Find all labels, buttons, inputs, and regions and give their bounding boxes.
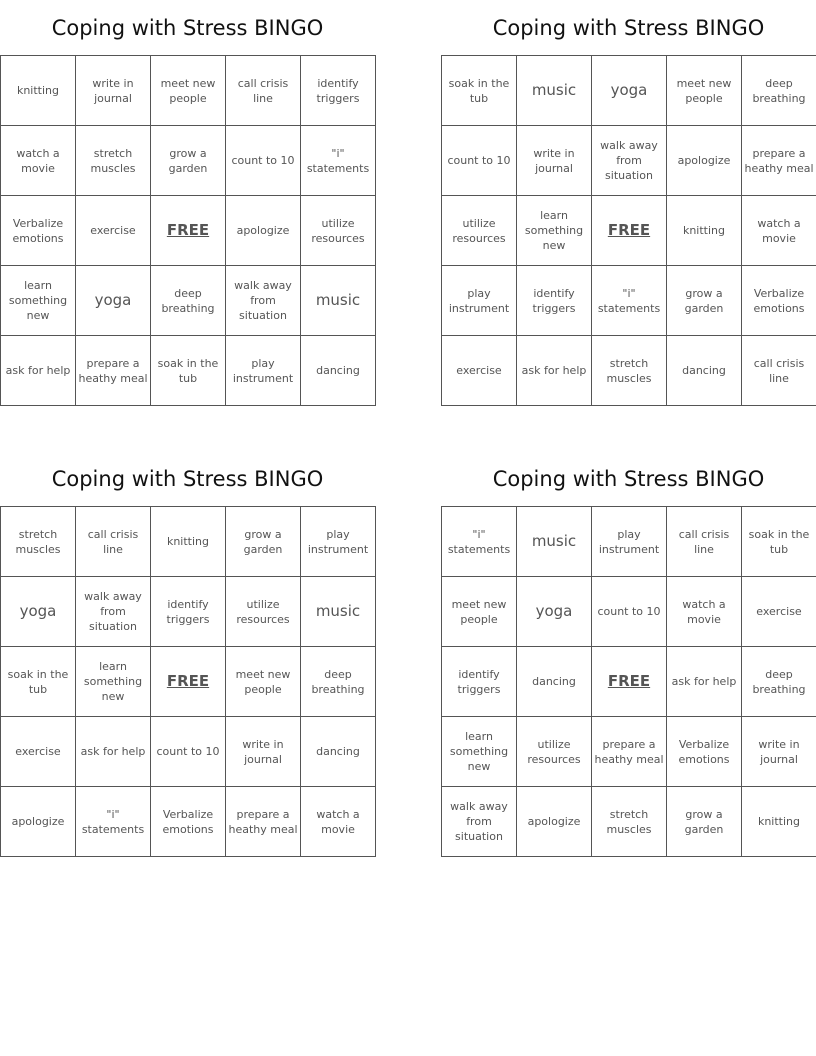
bingo-cell-label: walk away from situation [600, 139, 658, 182]
bingo-cell [1, 647, 76, 717]
bingo-cell [592, 507, 667, 577]
bingo-cell-label: exercise [456, 364, 502, 377]
bingo-cell-label: call crisis line [678, 527, 730, 556]
bingo-cell [1, 507, 76, 577]
bingo-cell [1, 126, 76, 196]
bingo-cell-label: prepare a heathy meal [228, 807, 298, 836]
bingo-cell [667, 196, 742, 266]
bingo-cell [1, 336, 76, 406]
bingo-cell [667, 647, 742, 717]
bingo-row [442, 336, 816, 406]
bingo-cell-label: yoga [94, 291, 132, 309]
bingo-cell-label: apologize [677, 154, 731, 167]
bingo-cell [76, 266, 151, 336]
bingo-row [442, 647, 816, 717]
bingo-cell-label: count to 10 [231, 154, 295, 167]
bingo-cell [76, 126, 151, 196]
bingo-cell [517, 126, 592, 196]
bingo-cell-label: write in journal [92, 76, 134, 105]
bingo-cell [76, 507, 151, 577]
bingo-cell-label: meet new people [160, 76, 216, 105]
bingo-row [442, 126, 816, 196]
bingo-cell-label: watch a movie [682, 597, 726, 626]
bingo-cell [517, 56, 592, 126]
bingo-cell [226, 577, 301, 647]
bingo-cell [592, 56, 667, 126]
bingo-cell-label: deep breathing [752, 667, 806, 696]
bingo-cell-label: utilize resources [452, 216, 506, 245]
bingo-cell [76, 577, 151, 647]
bingo-cell-label: soak in the tub [7, 667, 69, 696]
bingo-cell-label: grow a garden [684, 807, 724, 836]
bingo-cell [592, 126, 667, 196]
bingo-cell-label: deep breathing [752, 76, 806, 105]
bingo-row [1, 196, 376, 266]
bingo-cell [517, 336, 592, 406]
bingo-cell [742, 507, 816, 577]
bingo-grid [0, 506, 376, 857]
bingo-cell-label: FREE [607, 672, 651, 690]
bingo-cell-label: music [531, 532, 577, 550]
bingo-cell [517, 577, 592, 647]
bingo-cell-label: call crisis line [87, 527, 139, 556]
bingo-cell-label: exercise [15, 745, 61, 758]
bingo-cell-label: FREE [607, 221, 651, 239]
bingo-cell-label: soak in the tub [748, 527, 810, 556]
bingo-row [1, 787, 376, 857]
bingo-card-2 [441, 0, 816, 406]
bingo-cell [1, 787, 76, 857]
bingo-card-1 [0, 0, 375, 406]
bingo-cell-label: dancing [316, 364, 360, 377]
bingo-cell [667, 266, 742, 336]
bingo-row [1, 126, 376, 196]
bingo-cell-label: identify triggers [457, 667, 501, 696]
bingo-cell [76, 56, 151, 126]
bingo-cell-label: soak in the tub [157, 356, 219, 385]
bingo-cell [442, 56, 517, 126]
bingo-cell-label: stretch muscles [606, 356, 652, 385]
bingo-cell-label: call crisis line [753, 356, 805, 385]
bingo-cell [742, 126, 816, 196]
bingo-cell-label: utilize resources [527, 737, 581, 766]
bingo-cell [742, 787, 816, 857]
bingo-cell-label: play instrument [307, 527, 369, 556]
bingo-cell [742, 717, 816, 787]
bingo-cell [301, 717, 376, 787]
bingo-cell-label: walk away from situation [84, 590, 142, 633]
bingo-cell-label: ask for help [671, 675, 737, 688]
bingo-card-4 [441, 451, 816, 857]
bingo-cell [301, 787, 376, 857]
bingo-cell-label: Verbalize emotions [753, 286, 805, 315]
bingo-cell-label: identify triggers [166, 597, 210, 626]
bingo-cell [592, 336, 667, 406]
bingo-cell [301, 647, 376, 717]
bingo-row [442, 717, 816, 787]
bingo-cell-label: stretch muscles [90, 146, 136, 175]
bingo-row [442, 196, 816, 266]
bingo-cell [226, 336, 301, 406]
bingo-cell-label: dancing [532, 675, 576, 688]
bingo-cell-label: knitting [757, 815, 801, 828]
bingo-cell-label: write in journal [758, 737, 800, 766]
bingo-cell [151, 336, 226, 406]
bingo-cell [592, 787, 667, 857]
bingo-cell-label: meet new people [676, 76, 732, 105]
bingo-cell [151, 787, 226, 857]
bingo-cell-label: music [315, 602, 361, 620]
bingo-row [442, 787, 816, 857]
bingo-cell-label: grow a garden [684, 286, 724, 315]
bingo-cell [301, 126, 376, 196]
bingo-cell-label: knitting [16, 84, 60, 97]
bingo-row [442, 577, 816, 647]
bingo-cell [301, 266, 376, 336]
bingo-cell [151, 507, 226, 577]
bingo-cell-label: prepare a heathy meal [78, 356, 148, 385]
bingo-cell [742, 336, 816, 406]
bingo-cell [592, 266, 667, 336]
bingo-cell [301, 336, 376, 406]
bingo-cell-label: count to 10 [156, 745, 220, 758]
bingo-cell-label: "i" statements [306, 146, 370, 175]
bingo-cell-label: count to 10 [447, 154, 511, 167]
bingo-row [1, 507, 376, 577]
bingo-cell [517, 266, 592, 336]
bingo-cell-label: identify triggers [316, 76, 360, 105]
bingo-cell-label: dancing [316, 745, 360, 758]
bingo-cell [1, 196, 76, 266]
bingo-cell-label: learn something new [83, 660, 143, 703]
bingo-row [1, 577, 376, 647]
bingo-cell-label: Verbalize emotions [678, 737, 730, 766]
bingo-cell-label: apologize [236, 224, 290, 237]
bingo-card-3 [0, 451, 375, 857]
bingo-cell [742, 196, 816, 266]
bingo-cell [667, 56, 742, 126]
bingo-cell-label: meet new people [235, 667, 291, 696]
bingo-cell [442, 196, 517, 266]
bingo-cell-label: utilize resources [236, 597, 290, 626]
bingo-cell-label: knitting [166, 535, 210, 548]
bingo-cell [76, 647, 151, 717]
bingo-cell [442, 577, 517, 647]
bingo-grid [441, 506, 816, 857]
bingo-cell [76, 196, 151, 266]
bingo-cell-label: "i" statements [597, 286, 661, 315]
bingo-cell-label: "i" statements [81, 807, 145, 836]
bingo-cell-label: stretch muscles [606, 807, 652, 836]
bingo-cell-label: watch a movie [757, 216, 801, 245]
card-title: Coping with Stress BINGO [51, 467, 324, 491]
bingo-cell-label: ask for help [521, 364, 587, 377]
bingo-cell [226, 507, 301, 577]
bingo-cell [517, 647, 592, 717]
bingo-cell [742, 56, 816, 126]
bingo-cell-label: ask for help [80, 745, 146, 758]
bingo-cell-label: walk away from situation [450, 800, 508, 843]
bingo-cell [517, 196, 592, 266]
bingo-cell-label: call crisis line [237, 76, 289, 105]
bingo-cell [151, 126, 226, 196]
bingo-cell [226, 126, 301, 196]
bingo-cell [517, 717, 592, 787]
bingo-cell-label: Verbalize emotions [12, 216, 64, 245]
bingo-cell [301, 56, 376, 126]
bingo-cell [76, 717, 151, 787]
bingo-cell-label: soak in the tub [448, 76, 510, 105]
bingo-row [1, 647, 376, 717]
bingo-cell [76, 787, 151, 857]
bingo-cell [517, 507, 592, 577]
free-space-cell [592, 196, 667, 266]
bingo-cell [226, 266, 301, 336]
free-space-cell [151, 647, 226, 717]
bingo-cell-label: FREE [166, 672, 210, 690]
bingo-cell-label: write in journal [242, 737, 284, 766]
bingo-cell-label: yoga [535, 602, 573, 620]
bingo-cell-label: play instrument [598, 527, 660, 556]
bingo-cell-label: exercise [90, 224, 136, 237]
bingo-cell [151, 56, 226, 126]
bingo-cell [742, 647, 816, 717]
bingo-cell [517, 787, 592, 857]
bingo-cell [442, 507, 517, 577]
bingo-cell [76, 336, 151, 406]
bingo-cell-label: play instrument [232, 356, 294, 385]
bingo-cell [1, 266, 76, 336]
bingo-cell-label: deep breathing [161, 286, 215, 315]
bingo-row [442, 507, 816, 577]
bingo-cell-label: FREE [166, 221, 210, 239]
bingo-cell-label: ask for help [5, 364, 71, 377]
bingo-cell [667, 787, 742, 857]
bingo-cell-label: learn something new [524, 209, 584, 252]
bingo-row [1, 336, 376, 406]
bingo-grid [0, 55, 376, 406]
bingo-cell-label: learn something new [8, 279, 68, 322]
bingo-cell [151, 717, 226, 787]
bingo-cell [742, 577, 816, 647]
bingo-cell [301, 196, 376, 266]
bingo-cell-label: walk away from situation [234, 279, 292, 322]
bingo-cell-label: apologize [527, 815, 581, 828]
bingo-cell-label: watch a movie [16, 146, 60, 175]
bingo-cell-label: knitting [682, 224, 726, 237]
bingo-cell-label: learn something new [449, 730, 509, 773]
bingo-cell [151, 266, 226, 336]
bingo-cell-label: play instrument [448, 286, 510, 315]
bingo-cell [1, 56, 76, 126]
free-space-cell [592, 647, 667, 717]
bingo-cell [667, 577, 742, 647]
bingo-cell [667, 717, 742, 787]
bingo-cell-label: apologize [11, 815, 65, 828]
bingo-cell-label: prepare a heathy meal [744, 146, 814, 175]
bingo-cell [1, 717, 76, 787]
bingo-cell [1, 577, 76, 647]
bingo-cell [442, 266, 517, 336]
bingo-cell [667, 336, 742, 406]
bingo-cell [301, 507, 376, 577]
bingo-cell-label: yoga [610, 81, 648, 99]
bingo-cell-label: prepare a heathy meal [594, 737, 664, 766]
bingo-cell-label: exercise [756, 605, 802, 618]
bingo-cell [226, 787, 301, 857]
card-title: Coping with Stress BINGO [492, 467, 765, 491]
bingo-cell [442, 126, 517, 196]
bingo-cell-label: identify triggers [532, 286, 576, 315]
bingo-cell-label: dancing [682, 364, 726, 377]
bingo-cell-label: grow a garden [168, 146, 208, 175]
bingo-row [1, 56, 376, 126]
bingo-cell-label: grow a garden [243, 527, 283, 556]
bingo-cell [226, 196, 301, 266]
bingo-grid [441, 55, 816, 406]
bingo-cell-label: music [315, 291, 361, 309]
bingo-cell [592, 577, 667, 647]
bingo-cell [442, 647, 517, 717]
bingo-cell-label: deep breathing [311, 667, 365, 696]
bingo-cell-label: count to 10 [597, 605, 661, 618]
bingo-row [1, 266, 376, 336]
bingo-row [442, 266, 816, 336]
bingo-cell [301, 577, 376, 647]
bingo-cell-label: meet new people [451, 597, 507, 626]
bingo-cell [442, 787, 517, 857]
bingo-cell [742, 266, 816, 336]
bingo-cell-label: "i" statements [447, 527, 511, 556]
free-space-cell [151, 196, 226, 266]
bingo-cell [226, 647, 301, 717]
bingo-cell [442, 717, 517, 787]
bingo-cell-label: stretch muscles [15, 527, 61, 556]
bingo-row [1, 717, 376, 787]
bingo-cell-label: watch a movie [316, 807, 360, 836]
bingo-cell [667, 507, 742, 577]
card-title: Coping with Stress BINGO [51, 16, 324, 40]
bingo-cell-label: music [531, 81, 577, 99]
bingo-row [442, 56, 816, 126]
bingo-cell-label: write in journal [533, 146, 575, 175]
bingo-cell [667, 126, 742, 196]
bingo-cell [151, 577, 226, 647]
bingo-cell [592, 717, 667, 787]
bingo-cell-label: Verbalize emotions [162, 807, 214, 836]
bingo-cell [226, 56, 301, 126]
bingo-cell-label: yoga [19, 602, 57, 620]
card-title: Coping with Stress BINGO [492, 16, 765, 40]
bingo-cell [226, 717, 301, 787]
bingo-cell-label: utilize resources [311, 216, 365, 245]
bingo-cell [442, 336, 517, 406]
